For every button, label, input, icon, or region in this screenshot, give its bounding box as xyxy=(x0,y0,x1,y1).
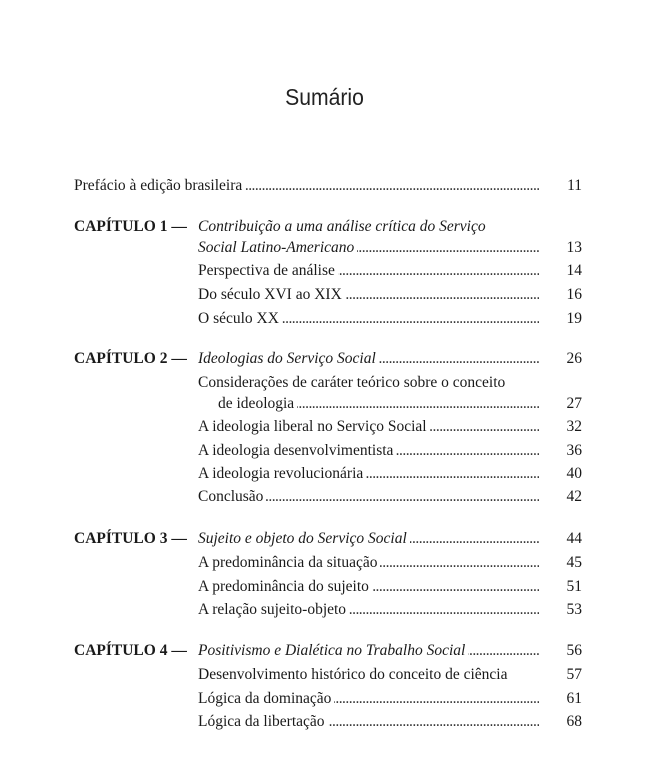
toc-entry xyxy=(218,394,539,414)
chapter-title: Ideologias do Serviço Social xyxy=(198,349,379,369)
chapter-title: Positivismo e Dialética no Trabalho Social xyxy=(198,641,468,661)
chapter-title: Contribuição a uma análise crítica do Serviço xyxy=(198,218,486,235)
toc-entry-label: Do século XVI ao XIX xyxy=(198,285,345,305)
toc-page-number: 19 xyxy=(566,310,582,327)
toc-page-number: 11 xyxy=(567,177,582,194)
toc-entry-label-cont: de ideologia xyxy=(218,394,297,414)
toc-page-number: 57 xyxy=(566,666,582,683)
toc-page-number: 13 xyxy=(566,239,582,256)
toc-entry xyxy=(198,712,539,732)
toc-page-number: 42 xyxy=(566,488,582,505)
toc-entry-label: Prefácio à edição brasileira xyxy=(74,176,245,196)
toc-page-number: 44 xyxy=(566,530,582,547)
chapter-label: CAPÍTULO 3 — xyxy=(74,530,187,547)
toc-entry-label: A ideologia revolucionária xyxy=(198,464,366,484)
toc-entry xyxy=(198,553,539,573)
toc-entry xyxy=(198,441,539,461)
toc-page-number: 26 xyxy=(566,350,582,367)
toc-page-number: 56 xyxy=(566,642,582,659)
toc-entry-label: Lógica da dominação xyxy=(198,689,334,709)
toc-page-number: 14 xyxy=(566,262,582,279)
chapter-label: CAPÍTULO 1 — xyxy=(74,218,187,235)
toc-entry xyxy=(198,577,539,597)
toc-entry xyxy=(198,285,539,305)
toc-entry xyxy=(198,600,539,620)
toc-page-number: 36 xyxy=(566,442,582,459)
toc-entry-preface xyxy=(74,176,539,196)
page-title: Sumário xyxy=(285,84,364,110)
toc-entry-label: A predominância do sujeito xyxy=(198,577,372,597)
toc-entry-chapter-4 xyxy=(198,641,539,661)
toc-entry xyxy=(198,487,539,507)
toc-entry-label: A ideologia liberal no Serviço Social xyxy=(198,417,430,437)
chapter-label: CAPÍTULO 2 — xyxy=(74,350,187,367)
toc-entry-label: O século XX xyxy=(198,309,282,329)
toc-page-number: 40 xyxy=(566,465,582,482)
toc-entry-label: A predominância da situação xyxy=(198,553,380,573)
chapter-label: CAPÍTULO 4 — xyxy=(74,642,187,659)
toc-entry-label: A ideologia desenvolvimentista xyxy=(198,441,396,461)
toc-entry xyxy=(198,309,539,329)
toc-entry xyxy=(198,464,539,484)
toc-entry-chapter-2 xyxy=(198,349,539,369)
chapter-title-cont: Social Latino-Americano xyxy=(198,238,357,258)
toc-entry-label: Considerações de caráter teórico sobre o conceito xyxy=(198,374,506,391)
chapter-title: Sujeito e objeto do Serviço Social xyxy=(198,529,410,549)
toc-page-number: 27 xyxy=(566,395,582,412)
toc-entry xyxy=(198,689,539,709)
toc-entry-label: Lógica da libertação xyxy=(198,712,328,732)
toc-page-number: 53 xyxy=(566,601,582,618)
toc-page-number: 16 xyxy=(566,286,582,303)
toc-entry-label: A relação sujeito-objeto xyxy=(198,600,349,620)
toc-entry-chapter-1 xyxy=(198,238,539,258)
toc-entry xyxy=(198,417,539,437)
toc-entry-label: Perspectiva de análise xyxy=(198,261,338,281)
toc-page-number: 51 xyxy=(566,578,582,595)
toc-page-number: 61 xyxy=(566,690,582,707)
toc-entry-chapter-3 xyxy=(198,529,539,549)
toc-page-number: 45 xyxy=(566,554,582,571)
toc-page-number: 32 xyxy=(566,418,582,435)
toc-page-number: 68 xyxy=(566,713,582,730)
toc-entry-label: Conclusão xyxy=(198,487,266,507)
toc-entry xyxy=(198,261,539,281)
toc-entry-label: Desenvolvimento histórico do conceito de ciência xyxy=(198,666,508,683)
